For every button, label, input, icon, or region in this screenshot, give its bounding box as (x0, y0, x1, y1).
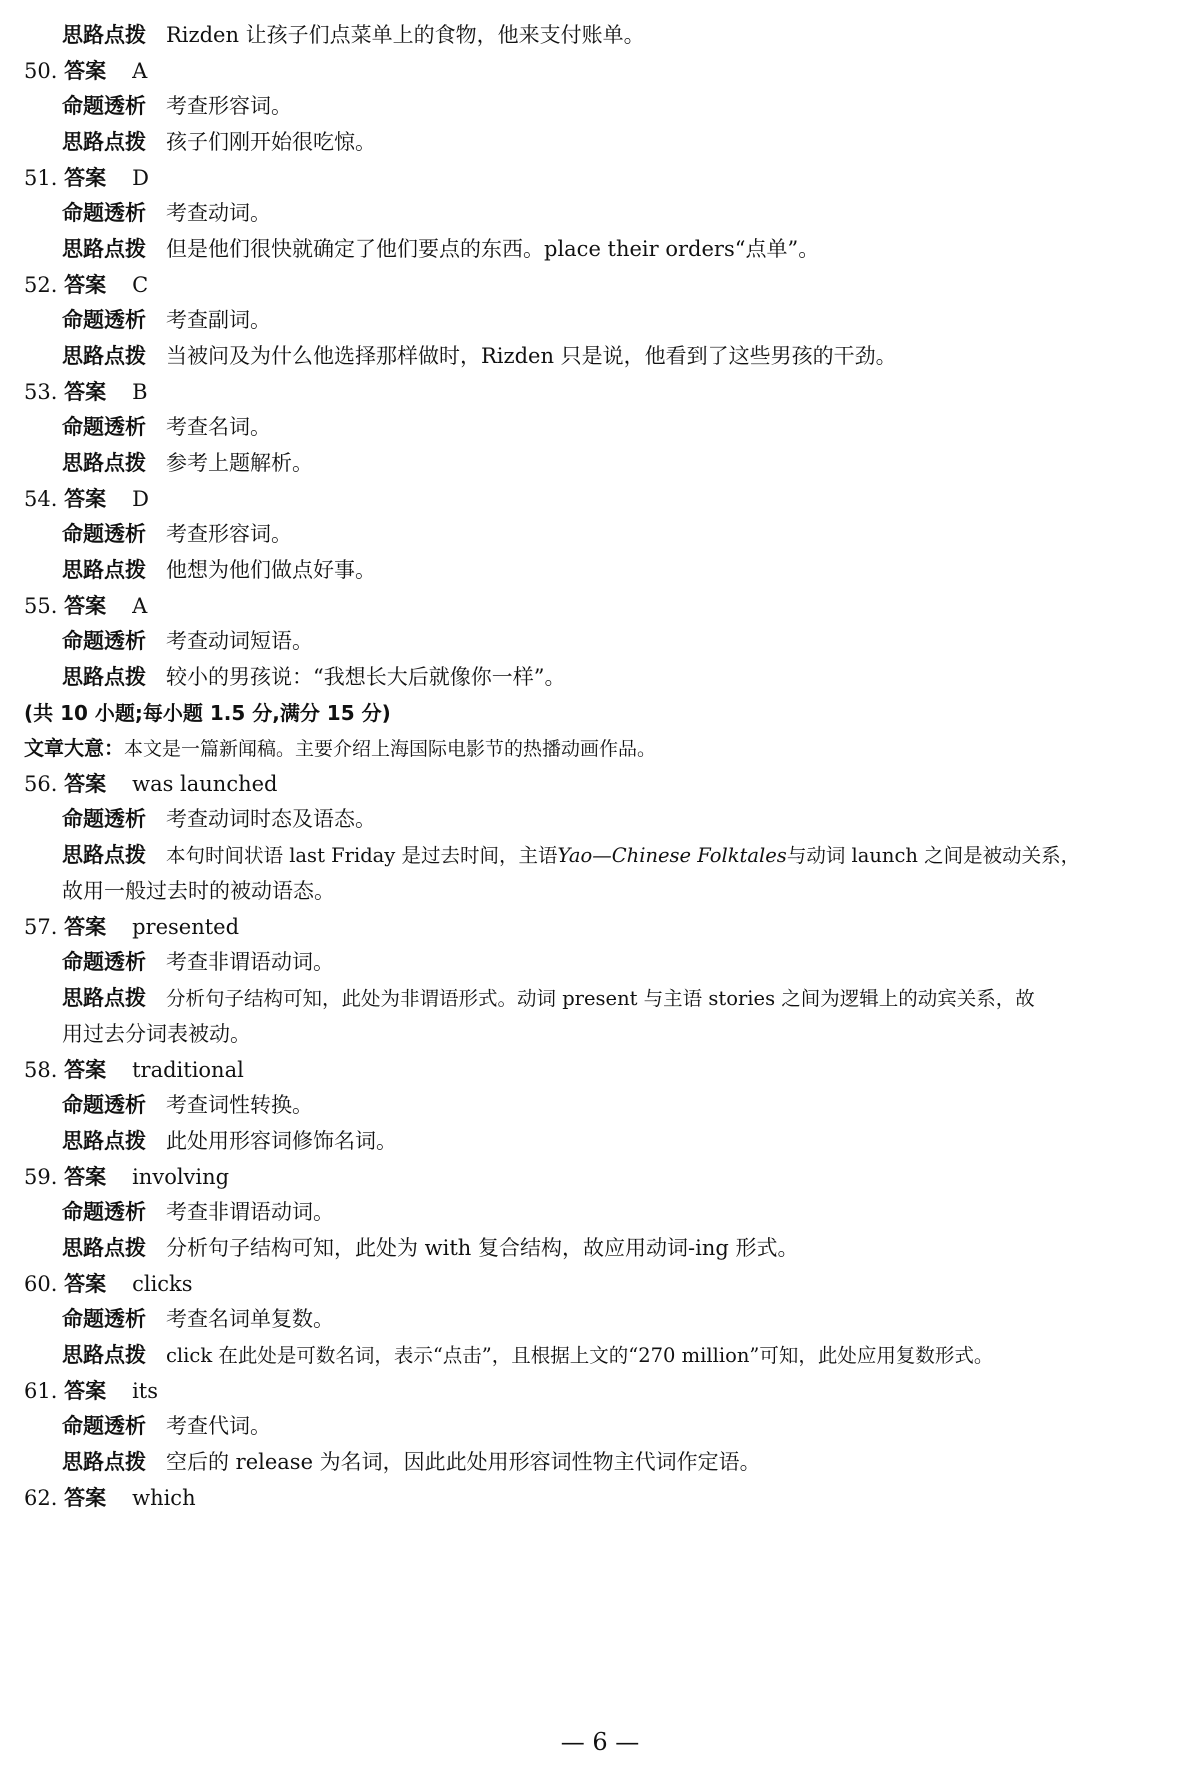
hint-text-part-b: 用过去分词表被动。 (62, 1022, 251, 1046)
analysis-line-61 (0, 1409, 1200, 1443)
hint-label: 思路点拨 (62, 665, 146, 689)
question-number: 50. (24, 59, 58, 83)
question-number: 53. (24, 380, 58, 404)
analysis-label: 命题透析 (62, 1307, 146, 1331)
hint-label: 思路点拨 (62, 23, 146, 47)
hint-line-61 (0, 1445, 1200, 1479)
hint-text: 空后的 release 为名词，因此此处用形容词性物主代词作定语。 (166, 1450, 761, 1474)
answer-line-54 (0, 482, 1200, 516)
answer-value: presented (132, 915, 240, 939)
answer-value: D (132, 166, 149, 190)
answer-line-57 (0, 910, 1200, 944)
section-header-text: (共 10 小题;每小题 1.5 分,满分 15 分) (24, 701, 391, 725)
hint-line-56-cont (0, 874, 1200, 908)
analysis-line-50 (0, 89, 1200, 123)
hint-text-part-b: 与动词 launch 之间是被动关系， (786, 844, 1081, 867)
analysis-line-53 (0, 410, 1200, 444)
hint-label: 思路点拨 (62, 344, 146, 368)
analysis-line-51 (0, 196, 1200, 230)
answer-line-51 (0, 161, 1200, 195)
question-number: 59. (24, 1165, 58, 1189)
answer-label: 答案 (64, 915, 107, 939)
answer-value: A (132, 594, 148, 618)
hint-text: 他想为他们做点好事。 (166, 558, 376, 582)
analysis-label: 命题透析 (62, 950, 146, 974)
answer-label: 答案 (64, 59, 107, 83)
hint-text: 此处用形容词修饰名词。 (166, 1129, 397, 1153)
analysis-line-58 (0, 1088, 1200, 1122)
answer-label: 答案 (64, 1058, 107, 1082)
hint-line-58 (0, 1124, 1200, 1158)
analysis-label: 命题透析 (62, 629, 146, 653)
answer-label: 答案 (64, 1486, 107, 1510)
analysis-text: 考查名词。 (166, 415, 271, 439)
answer-line-59 (0, 1160, 1200, 1194)
hint-text: click 在此处是可数名词，表示“点击”，且根据上文的“270 million”可知，此处应用复数形式。 (166, 1344, 994, 1367)
answer-label: 答案 (64, 1272, 107, 1296)
hint-line-55 (0, 660, 1200, 694)
answer-value: traditional (132, 1058, 244, 1082)
answer-label: 答案 (64, 487, 107, 511)
hint-text: 孩子们刚开始很吃惊。 (166, 130, 376, 154)
analysis-text: 考查动词。 (166, 201, 271, 225)
answer-line-60 (0, 1267, 1200, 1301)
hint-line-57-cont (0, 1017, 1200, 1051)
analysis-line-57 (0, 945, 1200, 979)
answer-value: its (132, 1379, 159, 1403)
analysis-label: 命题透析 (62, 807, 146, 831)
analysis-label: 命题透析 (62, 522, 146, 546)
analysis-text: 考查形容词。 (166, 94, 292, 118)
hint-text: Rizden 让孩子们点菜单上的食物，他来支付账单。 (166, 23, 645, 47)
hint-line-52 (0, 339, 1200, 373)
hint-label: 思路点拨 (62, 1236, 146, 1260)
question-number: 56. (24, 772, 58, 796)
hint-line-54 (0, 553, 1200, 587)
hint-line-56 (0, 838, 1200, 872)
answer-value: was launched (132, 772, 278, 796)
answer-line-61 (0, 1374, 1200, 1408)
hint-line-50 (0, 125, 1200, 159)
hint-line-60 (0, 1338, 1200, 1372)
summary-label: 文章大意： (24, 736, 124, 760)
analysis-label: 命题透析 (62, 1414, 146, 1438)
hint-text-part-a: 本句时间状语 last Friday 是过去时间，主语 (166, 844, 558, 867)
analysis-text: 考查词性转换。 (166, 1093, 313, 1117)
hint-text: 较小的男孩说：“我想长大后就像你一样”。 (166, 665, 566, 689)
hint-label: 思路点拨 (62, 1343, 146, 1367)
answer-value: which (132, 1486, 196, 1510)
hint-line-53 (0, 446, 1200, 480)
hint-label: 思路点拨 (62, 237, 146, 261)
answer-line-52 (0, 268, 1200, 302)
answer-value: D (132, 487, 149, 511)
analysis-label: 命题透析 (62, 308, 146, 332)
analysis-line-59 (0, 1195, 1200, 1229)
analysis-text: 考查副词。 (166, 308, 271, 332)
analysis-text: 考查名词单复数。 (166, 1307, 334, 1331)
hint-line-49 (0, 18, 1200, 52)
analysis-text: 考查代词。 (166, 1414, 271, 1438)
hint-text: 但是他们很快就确定了他们要点的东西。place their orders“点单”。 (166, 237, 820, 261)
hint-text: 当被问及为什么他选择那样做时，Rizden 只是说，他看到了这些男孩的干劲。 (166, 344, 897, 368)
question-number: 55. (24, 594, 58, 618)
hint-label: 思路点拨 (62, 558, 146, 582)
analysis-label: 命题透析 (62, 415, 146, 439)
question-number: 58. (24, 1058, 58, 1082)
question-number: 61. (24, 1379, 58, 1403)
answer-label: 答案 (64, 1379, 107, 1403)
article-summary (0, 731, 1200, 765)
answer-label: 答案 (64, 380, 107, 404)
answer-label: 答案 (64, 166, 107, 190)
hint-text-part-a: 分析句子结构可知，此处为非谓语形式。动词 present 与主语 stories 之间为逻辑上的动宾关系，故 (166, 987, 1035, 1010)
answer-value: A (132, 59, 148, 83)
answer-line-58 (0, 1053, 1200, 1087)
analysis-text: 考查形容词。 (166, 522, 292, 546)
question-number: 60. (24, 1272, 58, 1296)
hint-text-part-c: 故用一般过去时的被动语态。 (62, 879, 335, 903)
analysis-label: 命题透析 (62, 201, 146, 225)
hint-text: 分析句子结构可知，此处为 with 复合结构，故应用动词-ing 形式。 (166, 1236, 799, 1260)
film-title: Yao—Chinese Folktales (557, 844, 787, 867)
hint-label: 思路点拨 (62, 986, 146, 1010)
analysis-line-54 (0, 517, 1200, 551)
answer-line-53 (0, 375, 1200, 409)
summary-text: 本文是一篇新闻稿。主要介绍上海国际电影节的热播动画作品。 (124, 738, 657, 760)
analysis-text: 考查非谓语动词。 (166, 950, 334, 974)
answer-label: 答案 (64, 1165, 107, 1189)
answer-value: clicks (132, 1272, 193, 1296)
answer-line-56 (0, 767, 1200, 801)
analysis-label: 命题透析 (62, 1093, 146, 1117)
analysis-line-56 (0, 802, 1200, 836)
hint-line-57 (0, 981, 1200, 1015)
analysis-text: 考查动词短语。 (166, 629, 313, 653)
analysis-line-55 (0, 624, 1200, 658)
hint-label: 思路点拨 (62, 843, 146, 867)
page-number: — 6 — (560, 1728, 640, 1756)
analysis-text: 考查非谓语动词。 (166, 1200, 334, 1224)
analysis-line-52 (0, 303, 1200, 337)
section-header (0, 696, 1200, 730)
answer-value: B (132, 380, 148, 404)
answer-label: 答案 (64, 273, 107, 297)
answer-label: 答案 (64, 772, 107, 796)
hint-text: 参考上题解析。 (166, 451, 313, 475)
hint-label: 思路点拨 (62, 1129, 146, 1153)
answer-line-50 (0, 54, 1200, 88)
answer-line-55 (0, 589, 1200, 623)
hint-line-51 (0, 232, 1200, 266)
question-number: 62. (24, 1486, 58, 1510)
question-number: 52. (24, 273, 58, 297)
question-number: 51. (24, 166, 58, 190)
answer-value: C (132, 273, 149, 297)
question-number: 57. (24, 915, 58, 939)
hint-label: 思路点拨 (62, 130, 146, 154)
analysis-label: 命题透析 (62, 1200, 146, 1224)
answer-line-62 (0, 1481, 1200, 1515)
answer-value: involving (132, 1165, 230, 1189)
hint-label: 思路点拨 (62, 451, 146, 475)
hint-label: 思路点拨 (62, 1450, 146, 1474)
analysis-label: 命题透析 (62, 94, 146, 118)
question-number: 54. (24, 487, 58, 511)
hint-line-59 (0, 1231, 1200, 1265)
answer-label: 答案 (64, 594, 107, 618)
analysis-text: 考查动词时态及语态。 (166, 807, 376, 831)
analysis-line-60 (0, 1302, 1200, 1336)
